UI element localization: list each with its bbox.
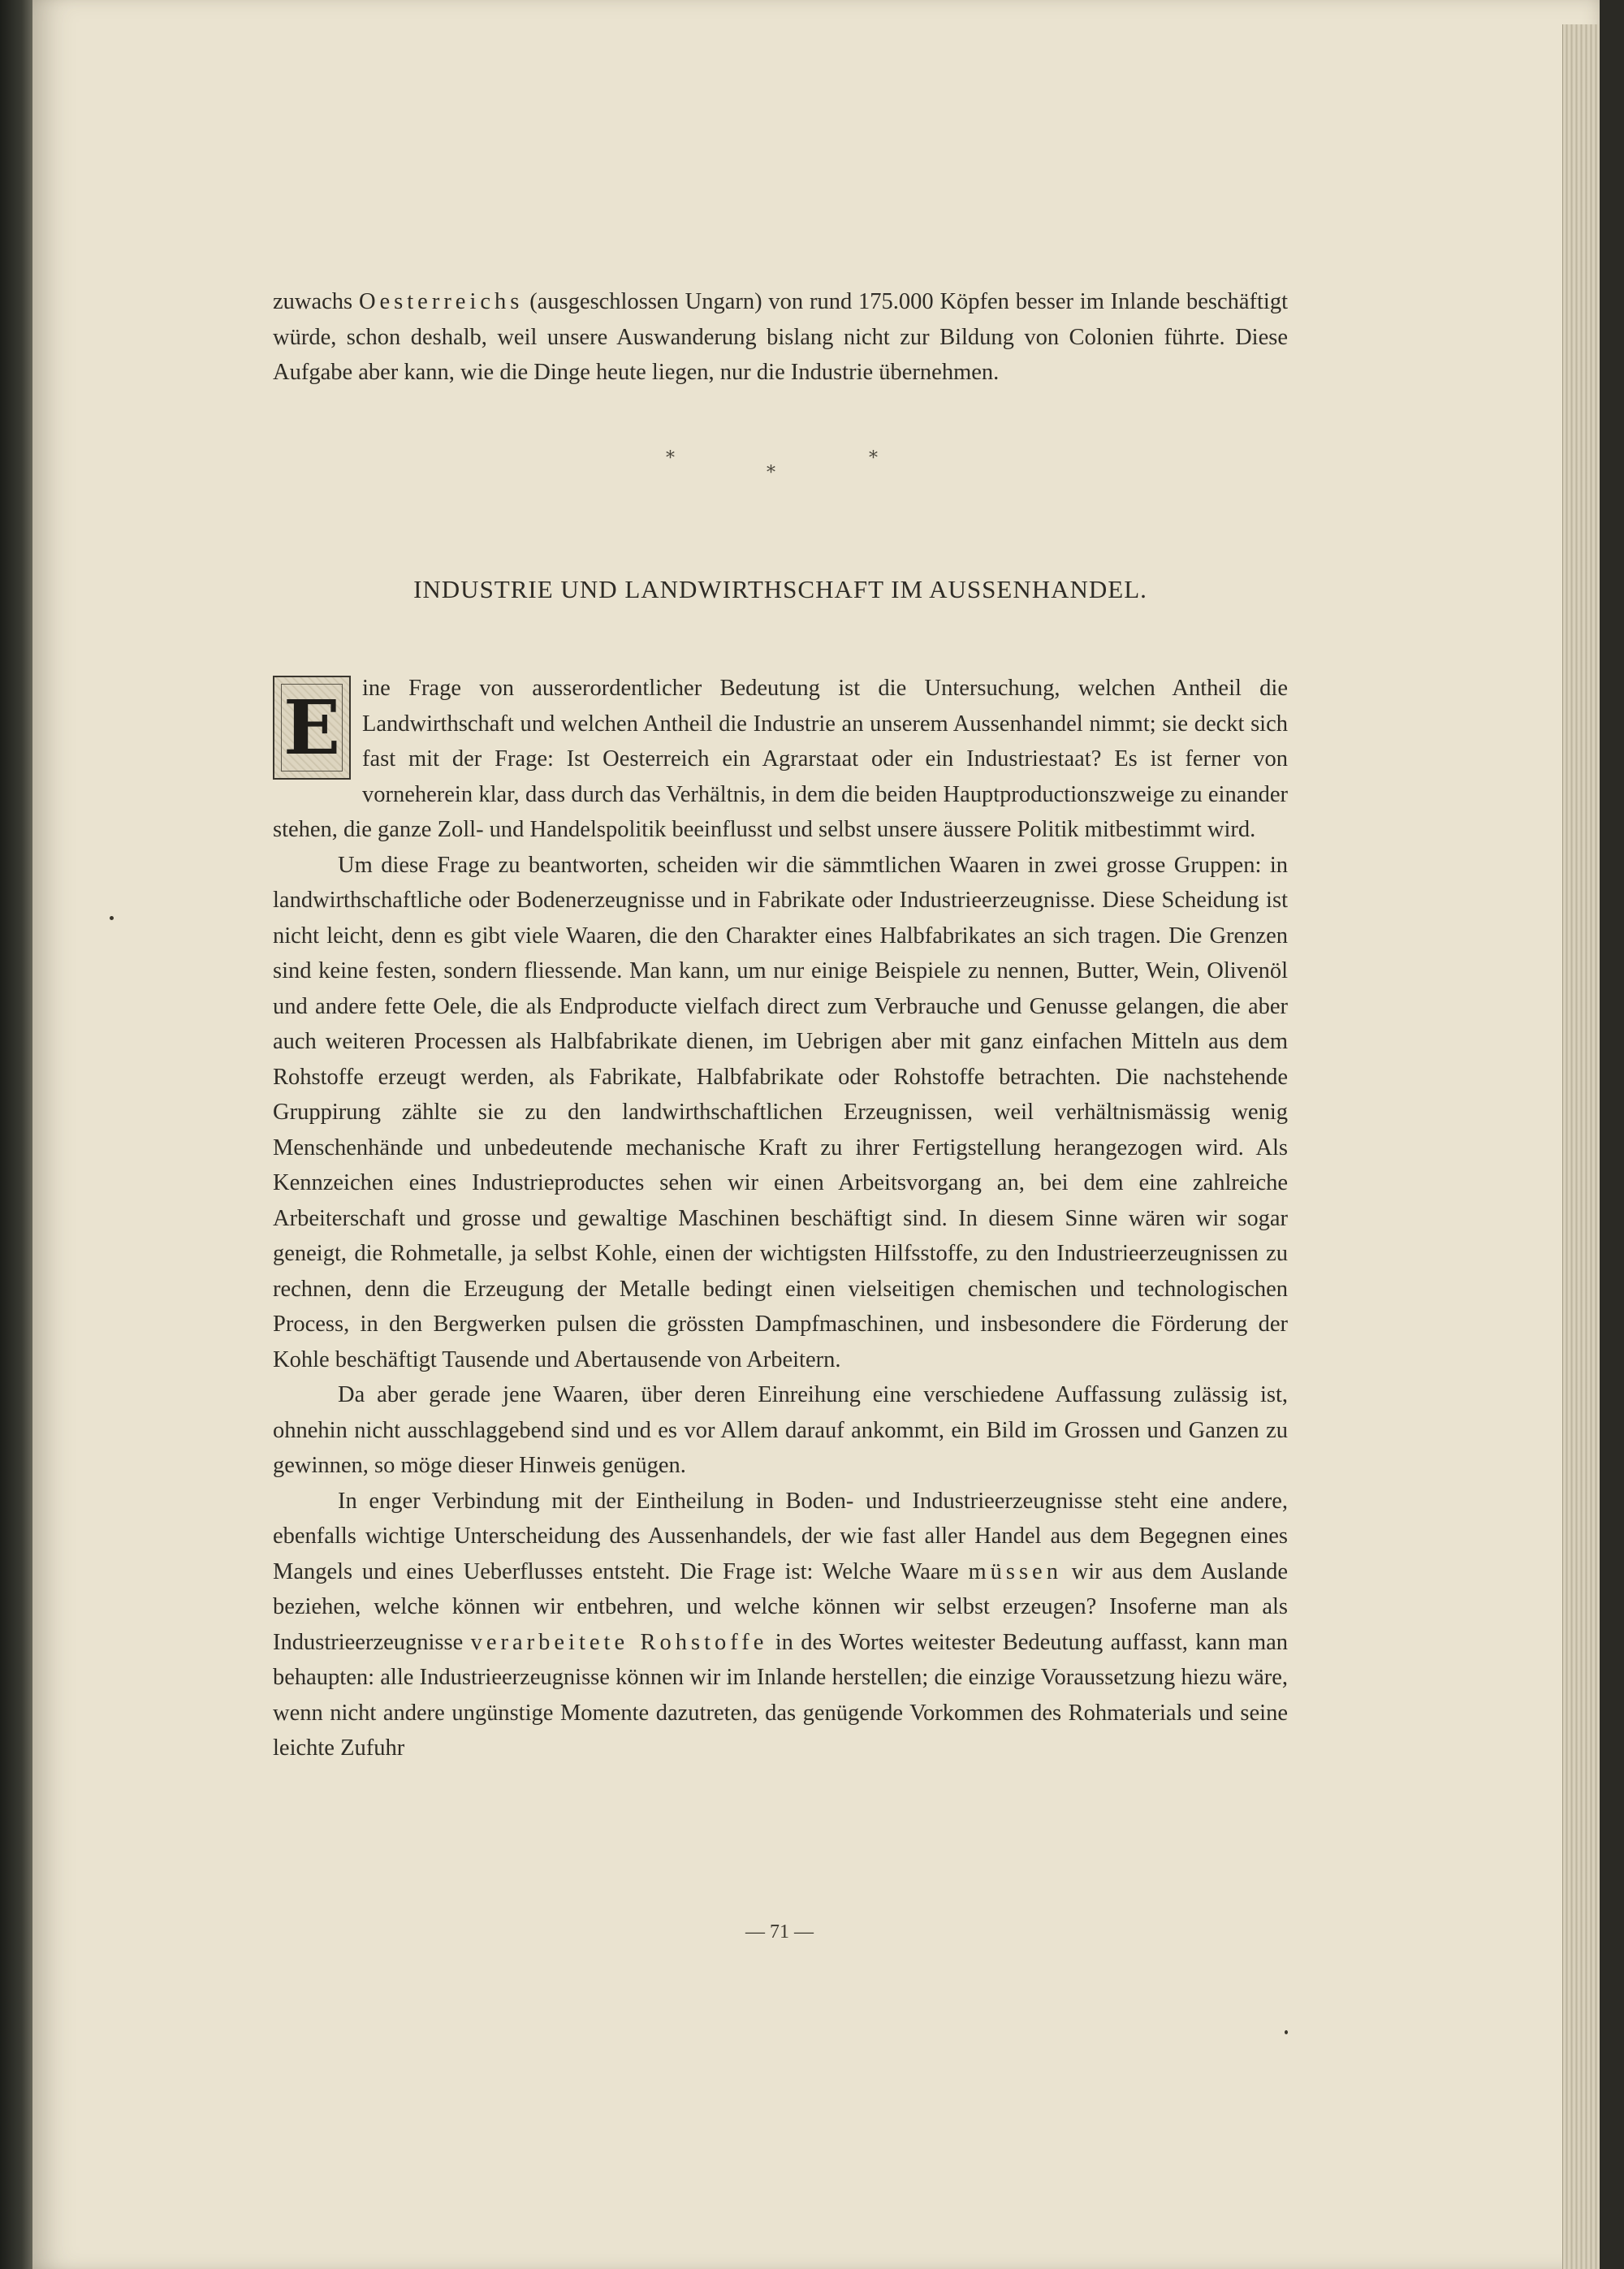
page-number: — 71 — bbox=[745, 1921, 814, 1943]
asterism-ornament bbox=[666, 448, 893, 497]
page-edge-stack bbox=[1562, 24, 1600, 2269]
initial-letter: E bbox=[281, 684, 343, 771]
paragraph-1: E ine Frage von ausserordentlicher Bedeutung ist die Untersuchung, welchen Antheil die Landwirthschaft und welchen Antheil die Industrie an unserem Aussenhandel nimmt; sie deckt sich fast mit der Frage: Ist Oesterreich ein Agrarstaat oder ein Industriestaat? Es ist ferner von vorneherein klar, dass durch das Verhältnis, in dem die beiden Hauptproductionszweige zu einander stehen, die ganze Zoll- und Handelspolitik beeinflusst und selbst unsere äussere Politik mitbestimmt wird. bbox=[273, 676, 1288, 842]
paragraph-3: Da aber gerade jene Waaren, über deren Einreihung eine verschiedene Auffassung zulässig ist, ohnehin nicht ausschlaggebend sind und es vor Allem darauf ankommt, ein Bild im Grossen und Ganzen zu gewinnen, so möge dieser Hinweis genügen. bbox=[273, 1382, 1288, 1478]
paper-speck bbox=[110, 916, 114, 920]
asterisk-right: * bbox=[869, 448, 878, 469]
continuation-paragraph: zuwachs Oesterreichs (ausgeschlossen Ungarn) von rund 175.000 Köpfen besser im Inlande beschäftigt würde, schon deshalb, weil unsere Auswanderung bislang nicht zur Bildung von Colonien führte. Diese Aufgabe aber kann, wie die Dinge heute liegen, nur die Industrie übernehmen. bbox=[273, 289, 1288, 385]
section-heading: INDUSTRIE UND LANDWIRTHSCHAFT IM AUSSENHANDEL. bbox=[413, 575, 1147, 603]
paragraph-2: Um diese Frage zu beantworten, scheiden wir die sämmtlichen Waaren in zwei grosse Gruppen: in landwirthschaftliche oder Bodenerzeugnisse und in Fabrikate oder Industrieerzeugnisse. Diese Scheidung ist nicht leicht, denn es gibt viele Waaren, die den Charakter eines Halbfabrikates an sich tragen. Die Grenzen sind keine festen, sondern fliessende. Man kann, um nur einige Beispiele zu nennen, Butter, Wein, Olivenöl und andere fette Oele, die als Endproducte vielfach direct zum Verbrauche und Genusse gelangen, die aber auch weiteren Processen als Halbfabrikate dienen, im Uebrigen aber mit ganz einfachen Mitteln aus dem Rohstoffe erzeugt werden, als Fabrikate, Halbfabrikate oder Rohstoffe betrachten. Die nachstehende Gruppirung zählte sie zu den landwirthschaftlichen Erzeugnissen, weil verhältnismässig wenig Menschenhände und unbedeutende mechanische Kraft zu ihrer Fertigstellung herangezogen wird. Als Kennzeichen eines Industrieproductes sehen wir einen Arbeitsvorgang an, bei dem eine zahlreiche Arbeiterschaft und grosse und gewaltige Maschinen beschäftigt sind. In diesem Sinne wären wir sogar geneigt, die Rohmetalle, ja selbst Kohle, einen der wichtigsten Hilfsstoffe, zu den Industrieerzeugnissen zu rechnen, denn die Erzeugung der Metalle bedingt einen vielseitigen chemischen und technologischen Process, in den Bergwerken pulsen die grössten Dampfmaschinen, und insbesondere die Förderung der Kohle beschäftigt Tausende und Abertausende von Arbeitern. bbox=[273, 852, 1288, 1372]
decorated-initial bbox=[273, 676, 351, 780]
spaced-phrase-verarbeitete-rohstoffe: verarbeitete Rohstoffe bbox=[470, 1629, 768, 1655]
asterisk-center: * bbox=[767, 463, 775, 483]
spaced-word-oesterreichs: Oesterreichs bbox=[358, 289, 524, 314]
paragraph-4: In enger Verbindung mit der Eintheilung in Boden- und Industrieerzeugnisse steht eine andere, ebenfalls wichtige Unterscheidung des Aussenhandels, der wie fast aller Handel aus dem Begegnen eines Mangels und eines Ueberflusses entsteht. Die Frage ist: Welche Waare müssen wir aus dem Auslande beziehen, welche können wir entbehren, und welche können wir selbst erzeugen? Insoferne man als Industrieerzeugnisse verarbeitete Rohstoffe in des Wortes weitester Bedeutung auffasst, kann man behaupten: alle Industrieerzeugnisse können wir im Inlande herstellen; die einzige Voraussetzung hiezu wäre, wenn nicht andere ungünstige Momente dazutreten, das genügende Vorkommen des Rohmaterials und seine leichte Zufuhr bbox=[273, 1488, 1289, 1761]
spaced-word-muessen: müssen bbox=[968, 1558, 1062, 1584]
body-text bbox=[273, 671, 1288, 1766]
paper-speck bbox=[1285, 2030, 1288, 2034]
asterisk-left: * bbox=[666, 448, 675, 469]
